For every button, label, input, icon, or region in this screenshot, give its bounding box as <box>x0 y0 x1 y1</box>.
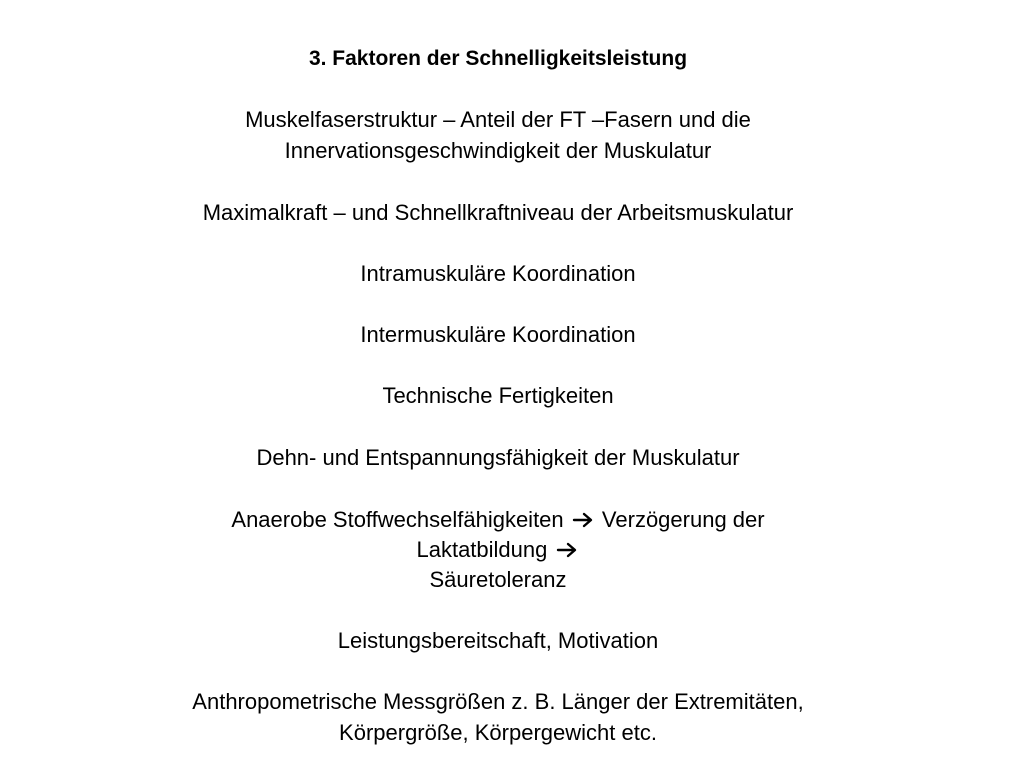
factor-intramuscular: Intramuskuläre Koordination <box>360 261 636 286</box>
anaerobic-text-before: Anaerobe Stoffwechselfähigkeiten <box>231 507 564 532</box>
slide-title: 3. Faktoren der Schnelligkeitsleistung <box>308 47 688 70</box>
factor-anthropometric-line2: Körpergröße, Körpergewicht etc. <box>339 720 657 745</box>
factor-anaerobic-line1 <box>100 505 896 535</box>
anaerobic-text-after: Verzögerung der <box>601 507 765 532</box>
arrow-right-icon <box>556 542 578 558</box>
factor-muscle-fiber-line2: Innervationsgeschwindigkeit der Muskulatur <box>284 138 712 163</box>
factor-flexibility: Dehn- und Entspannungsfähigkeit der Muskulatur <box>256 445 740 470</box>
lactate-text: Laktatbildung <box>416 537 548 562</box>
factor-motivation: Leistungsbereitschaft, Motivation <box>337 628 659 653</box>
factor-max-strength: Maximalkraft – und Schnellkraftniveau der Arbeitsmuskulatur <box>202 200 794 225</box>
factor-technical-skills: Technische Fertigkeiten <box>382 383 614 408</box>
factor-anthropometric-line1: Anthropometrische Messgrößen z. B. Länger der Extremitäten, <box>192 689 804 714</box>
factor-intermuscular: Intermuskuläre Koordination <box>360 322 636 347</box>
factor-anaerobic-line3: Säuretoleranz <box>429 567 567 592</box>
arrow-right-icon <box>572 512 594 528</box>
factor-anaerobic-line2 <box>100 535 896 565</box>
factor-muscle-fiber-line1: Muskelfaserstruktur – Anteil der FT –Fasern und die <box>245 107 751 132</box>
